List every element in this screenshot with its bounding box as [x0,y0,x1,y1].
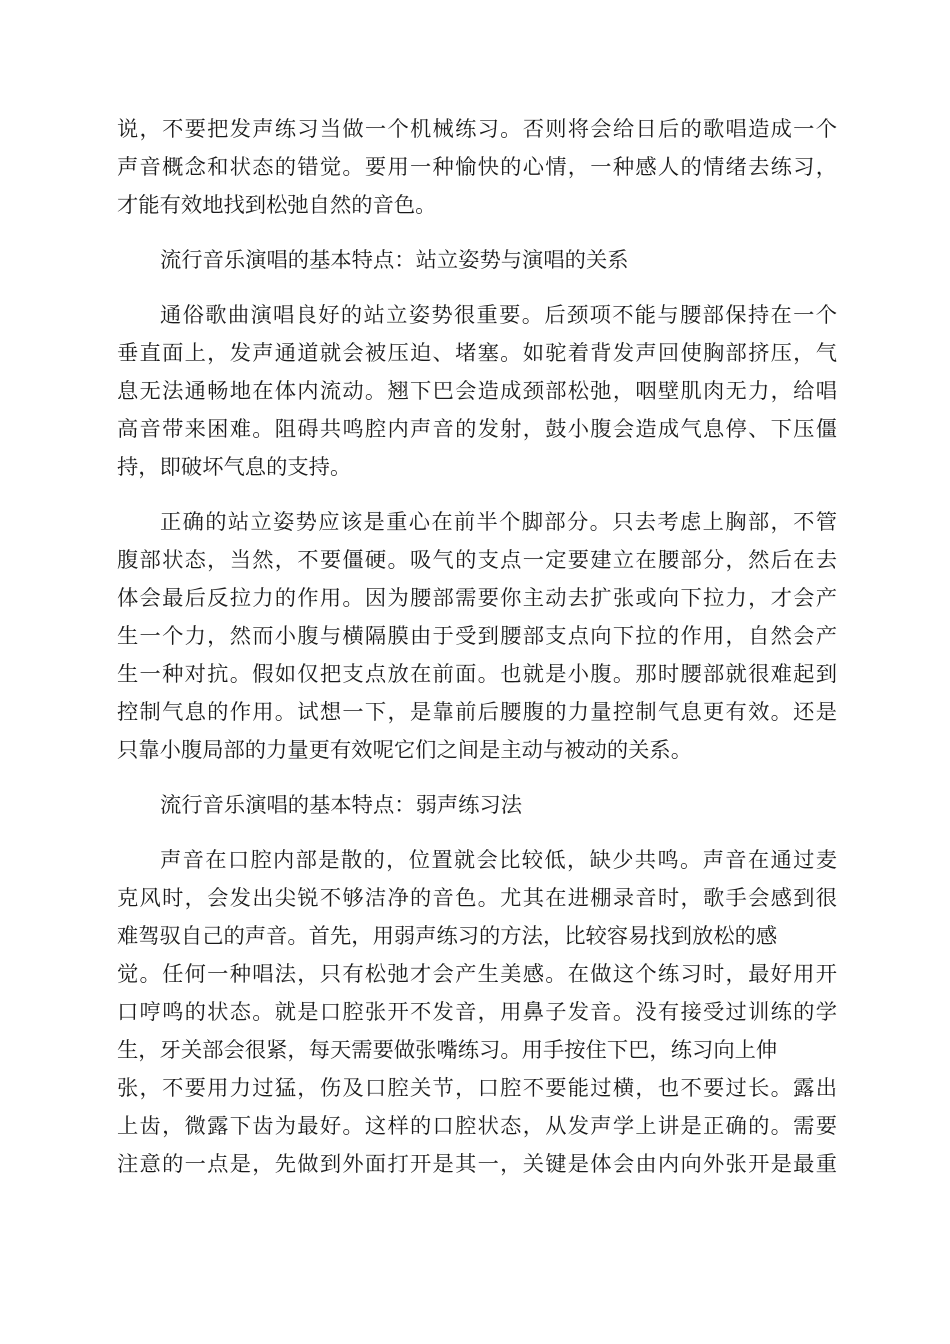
text-line: 克风时，会发出尖锐不够洁净的音色。尤其在进棚录音时，歌手会感到很 [117,886,837,911]
text-line: 说，不要把发声练习当做一个机械练习。否则将会给日后的歌唱造成一个 [117,117,837,142]
text-line: 生，牙关部会很紧，每天需要做张嘴练习。用手按住下巴，练习向上伸 [117,1038,778,1063]
text-line: 声音概念和状态的错觉。要用一种愉快的心情，一种感人的情绪去练习， [117,155,837,180]
text-line: 持，即破坏气息的支持。 [117,455,352,480]
text-line: 生一个力，然而小腹与横隔膜由于受到腰部支点向下拉的作用，自然会产 [117,624,837,649]
text-line: 高音带来困难。阻碍共鸣腔内声音的发射，鼓小腹会造成气息停、下压僵 [117,417,837,442]
section-heading: 流行音乐演唱的基本特点：弱声练习法 [160,793,523,818]
text-line: 上齿，微露下齿为最好。这样的口腔状态，从发声学上讲是正确的。需要 [117,1114,837,1139]
text-line: 口哼鸣的状态。就是口腔张开不发音，用鼻子发音。没有接受过训练的学 [117,1000,837,1025]
text-line: 生一种对抗。假如仅把支点放在前面。也就是小腹。那时腰部就很难起到 [117,662,837,687]
text-line: 息无法通畅地在体内流动。翘下巴会造成颈部松弛，咽壁肌肉无力，给唱 [117,379,837,404]
text-line: 觉。任何一种唱法，只有松弛才会产生美感。在做这个练习时，最好用开 [117,962,837,987]
text-line: 声音在口腔内部是散的，位置就会比较低，缺少共鸣。声音在通过麦 [160,848,837,873]
text-line: 只靠小腹局部的力量更有效呢它们之间是主动与被动的关系。 [117,738,693,763]
text-line: 注意的一点是，先做到外面打开是其一，关键是体会由内向外张开是最重 [117,1152,837,1177]
text-line: 控制气息的作用。试想一下，是靠前后腰腹的力量控制气息更有效。还是 [117,700,837,725]
text-line: 难驾驭自己的声音。首先，用弱声练习的方法，比较容易找到放松的感 [117,924,778,949]
text-line: 体会最后反拉力的作用。因为腰部需要你主动去扩张或向下拉力，才会产 [117,586,837,611]
text-line: 通俗歌曲演唱良好的站立姿势很重要。后颈项不能与腰部保持在一个 [160,303,837,328]
text-line: 垂直面上，发声通道就会被压迫、堵塞。如驼着背发声回使胸部挤压，气 [117,341,837,366]
text-line: 正确的站立姿势应该是重心在前半个脚部分。只去考虑上胸部，不管 [160,510,837,535]
text-line: 腹部状态，当然，不要僵硬。吸气的支点一定要建立在腰部分，然后在去 [117,548,837,573]
text-line: 才能有效地找到松弛自然的音色。 [117,193,437,218]
section-heading: 流行音乐演唱的基本特点：站立姿势与演唱的关系 [160,248,629,273]
text-line: 张，不要用力过猛，伤及口腔关节，口腔不要能过横，也不要过长。露出 [117,1076,837,1101]
